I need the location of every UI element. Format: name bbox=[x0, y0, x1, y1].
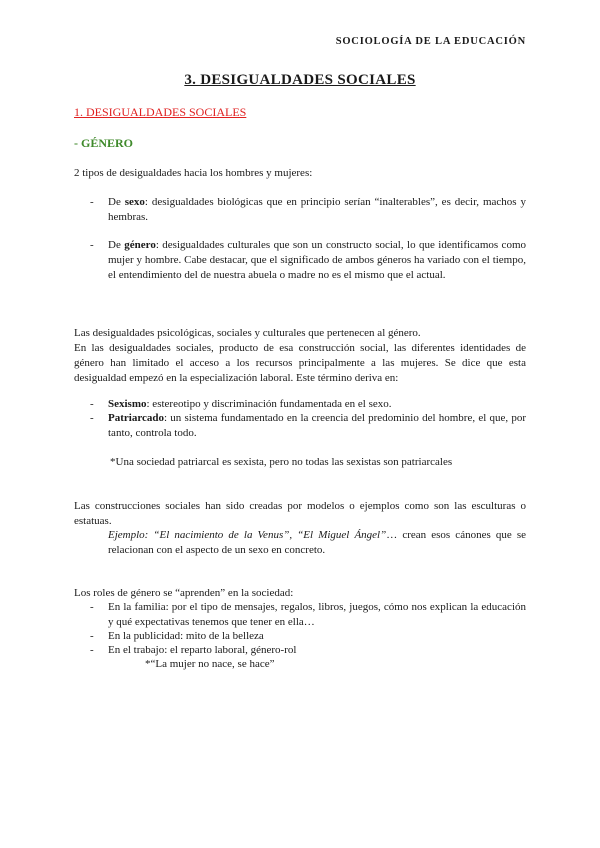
subsection-heading: - GÉNERO bbox=[74, 136, 134, 150]
chapter-title: 3. DESIGUALDADES SOCIALES bbox=[184, 72, 416, 88]
list-item-text: Sexismo: estereotipo y discriminación fundamentada en el sexo. bbox=[108, 398, 392, 410]
list-item-text: En el trabajo: el reparto laboral, género-rol bbox=[108, 644, 297, 656]
footnote-patriarcal: *Una sociedad patriarcal es sexista, pero no todas las sexistas son patriarcales bbox=[110, 456, 453, 468]
list-dash: - bbox=[90, 398, 94, 410]
list-item-text: Patriarcado: un sistema fundamentado en la creencia del predominio del hombre, el que, por tanto, controla todo. bbox=[108, 412, 526, 439]
list-item-text: En la publicidad: mito de la belleza bbox=[108, 630, 264, 642]
paragraph-psicologicas: Las desigualdades psicológicas, sociales y culturales que pertenecen al género. bbox=[74, 327, 421, 339]
list-dash: - bbox=[90, 412, 94, 424]
paragraph-desigualdades-sociales: En las desigualdades sociales, producto de esa construcción social, las diferentes identidades de género han limitado el acceso a los recursos principalmente a las mujeres. Se dice que esta desigualdad empezó en la especialización laboral. Este término deriva en: bbox=[74, 342, 526, 384]
list-dash: - bbox=[90, 630, 94, 642]
list-dash: - bbox=[90, 601, 94, 613]
example-paragraph: Ejemplo: “El nacimiento de la Venus”, “El Miguel Ángel”… crean esos cánones que se relacionan con el aspecto de un sexo en concreto. bbox=[108, 529, 526, 556]
list-dash: - bbox=[90, 196, 94, 208]
list-item-text: En la familia: por el tipo de mensajes, regalos, libros, juegos, cómo nos explican la educación y qué expectativas tenemos que tener en ella… bbox=[108, 601, 526, 628]
roles-intro: Los roles de género se “aprenden” en la sociedad: bbox=[74, 587, 294, 599]
course-header: SOCIOLOGÍA DE LA EDUCACIÓN bbox=[335, 36, 526, 47]
paragraph-construcciones: Las construcciones sociales han sido creadas por modelos o ejemplos como son las esculturas o estatuas. bbox=[74, 500, 526, 527]
list-item-text: De sexo: desigualdades biológicas que en principio serían “inalterables”, es decir, machos y hembras. bbox=[108, 196, 526, 223]
section-heading: 1. DESIGUALDADES SOCIALES bbox=[74, 105, 247, 119]
intro-paragraph: 2 tipos de desigualdades hacia los hombres y mujeres: bbox=[74, 167, 313, 179]
list-dash: - bbox=[90, 644, 94, 656]
list-item-text: De género: desigualdades culturales que son un constructo social, lo que identificamos como mujer y hombre. Cabe destacar, que el significado de ambos géneros ha variado con el tiempo, el entendimiento del de nuestra abuela o madre no es el mismo que el actual. bbox=[108, 239, 526, 281]
list-dash: - bbox=[90, 239, 94, 251]
quote-beauvoir: *“La mujer no nace, se hace” bbox=[145, 658, 275, 670]
